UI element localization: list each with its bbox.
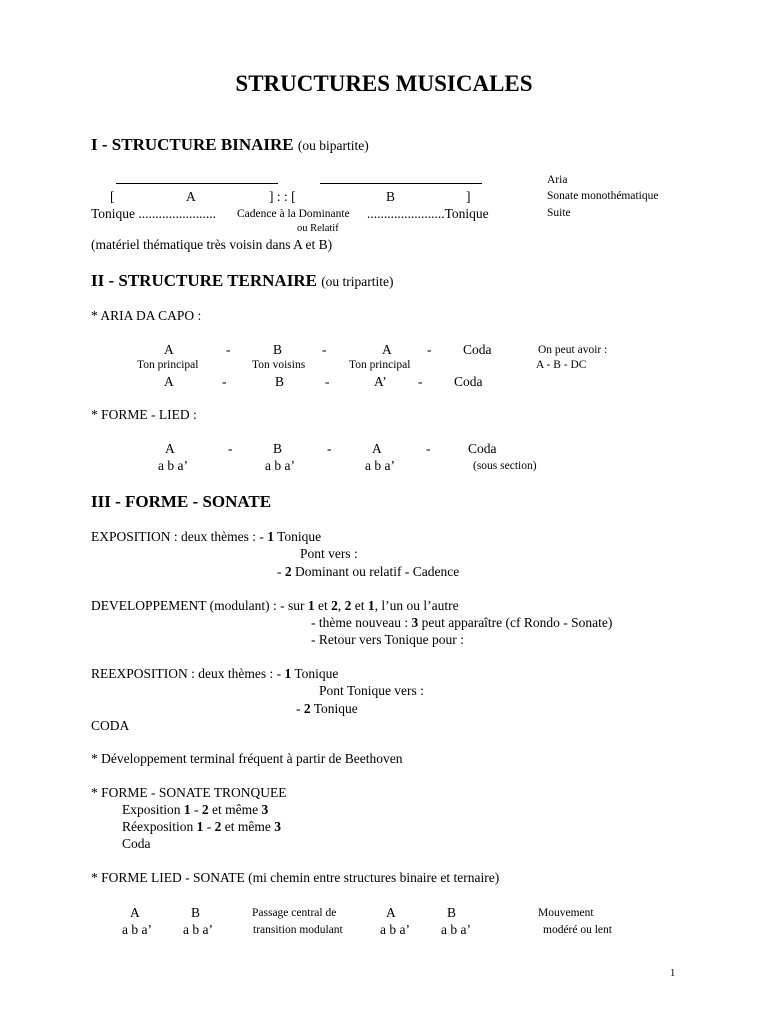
page-number: 1 [670, 968, 676, 979]
tr-num: 3 [274, 819, 281, 834]
example-suite: Suite [547, 207, 571, 219]
ton-principal-1: Ton principal [137, 359, 199, 371]
lied-sonate-heading: * FORME LIED - SONATE (mi chemin entre structures binaire et ternaire) [91, 870, 500, 885]
lied-row-dash: - [228, 441, 233, 456]
transition-modulant: transition modulant [253, 924, 343, 936]
lied-sub-1: a b a’ [158, 458, 188, 473]
expo-num: 2 [284, 564, 292, 579]
tonique-left: Tonique ....................... [91, 206, 217, 221]
reexpo-text: Tonique [291, 666, 339, 681]
lied-row-a2: A [372, 441, 382, 456]
dev-num: 3 [411, 615, 419, 630]
dev-num: 1 [307, 598, 315, 613]
ls-row2-3: a b a’ [380, 922, 410, 937]
reexpo-text: REEXPOSITION : deux thèmes : - [91, 666, 285, 681]
tr-text: et même [208, 802, 262, 817]
expo-text: Dominant ou relatif - Cadence [291, 564, 460, 579]
tr-num: 2 [214, 819, 222, 834]
aria-row1-coda: Coda [463, 342, 492, 357]
materiel-note: (matériel thématique très voisin dans A et B) [91, 237, 333, 252]
dev-text: - thème nouveau : [311, 615, 412, 630]
forme-lied-heading: * FORME - LIED : [91, 407, 197, 422]
modere-ou-lent: modéré ou lent [543, 924, 612, 936]
ls-row2-4: a b a’ [441, 922, 471, 937]
aria-da-capo-heading: * ARIA DA CAPO : [91, 308, 202, 323]
dev-num: 2 [344, 598, 352, 613]
sonate-tronquee-heading: * FORME - SONATE TRONQUEE [91, 785, 287, 800]
passage-central: Passage central de [252, 907, 337, 919]
on-peut-avoir: On peut avoir : [538, 344, 608, 356]
tr-num: 3 [261, 802, 269, 817]
ls-row1-b: B [191, 905, 201, 920]
developpement-line [91, 599, 459, 613]
aria-row1-b: B [273, 342, 283, 357]
tonique-right: .......................Tonique [367, 206, 489, 221]
exposition-line [91, 530, 321, 544]
reexpo-pont: Pont Tonique vers : [319, 683, 424, 698]
aria-row2-dash: - [325, 374, 330, 389]
tronquee-coda: Coda [122, 836, 151, 851]
dev-text: peut apparaître (cf Rondo - Sonate) [418, 615, 613, 630]
lied-sub-3: a b a’ [365, 458, 395, 473]
aria-row2-dash: - [418, 374, 423, 389]
aria-row2-coda: Coda [454, 374, 483, 389]
tr-num: 1 [183, 802, 191, 817]
lied-row-coda: Coda [468, 441, 497, 456]
dev-terminal-note: * Développement terminal fréquent à partir de Beethoven [91, 751, 403, 766]
ls-row1-b2: B [447, 905, 457, 920]
expo-pont: Pont vers : [300, 546, 358, 561]
ls-row1-a: A [130, 905, 140, 920]
page-title: STRUCTURES MUSICALES [235, 71, 533, 96]
reexpo-theme-2 [296, 702, 358, 716]
ou-relatif: ou Relatif [297, 223, 339, 234]
section-1-heading [91, 136, 369, 153]
aria-row1-a: A [164, 342, 174, 357]
expo-text: EXPOSITION : deux thèmes : - [91, 529, 268, 544]
dev-text: et [351, 598, 368, 613]
dev-text: , l’un ou l’autre [374, 598, 459, 613]
dev-text: DEVELOPPEMENT (modulant) : - sur [91, 598, 308, 613]
reexpo-num: 2 [303, 701, 311, 716]
ls-row2-1: a b a’ [122, 922, 152, 937]
tr-text: Exposition [122, 802, 184, 817]
label-a: A [186, 189, 196, 204]
dev-num: 1 [367, 598, 375, 613]
section-1-note: (ou bipartite) [297, 138, 369, 153]
aria-row2-a-prime: A’ [374, 374, 387, 389]
reexpo-num: 1 [284, 666, 292, 681]
expo-theme-2 [277, 565, 459, 579]
lied-row-a: A [165, 441, 175, 456]
section-1-title: I - STRUCTURE BINAIRE [91, 135, 294, 154]
ls-row1-a2: A [386, 905, 396, 920]
aria-row1-dash: - [322, 342, 327, 357]
aria-row2-a: A [164, 374, 174, 389]
dev-retour: - Retour vers Tonique pour : [311, 632, 464, 647]
repeat-mark: ] : : [ [269, 189, 296, 204]
expo-text: Tonique [273, 529, 322, 544]
tr-num: 1 [196, 819, 204, 834]
dev-theme-nouveau [311, 616, 612, 630]
reexposition-line [91, 667, 338, 681]
lied-row-b: B [273, 441, 283, 456]
ls-row2-2: a b a’ [183, 922, 213, 937]
dev-num: 2 [331, 598, 338, 613]
ton-voisins: Ton voisins [252, 359, 306, 371]
tr-text: - [203, 819, 215, 834]
aria-row1-dash: - [226, 342, 231, 357]
reexpo-text: Tonique [310, 701, 358, 716]
section-2-note: (ou tripartite) [321, 274, 394, 289]
tronquee-exposition [122, 803, 268, 817]
bracket-close-b: ] [466, 189, 471, 204]
underline-a [116, 183, 278, 184]
example-aria: Aria [547, 174, 568, 186]
tr-text: et même [221, 819, 275, 834]
underline-b [320, 183, 482, 184]
tronquee-reexposition [122, 820, 281, 834]
expo-num: 1 [267, 529, 274, 544]
tr-text: - [190, 802, 202, 817]
section-2-title: II - STRUCTURE TERNAIRE [91, 271, 317, 290]
cadence-label: Cadence à la Dominante [237, 208, 350, 220]
aria-row1-dash: - [427, 342, 432, 357]
lied-row-dash: - [426, 441, 431, 456]
dev-text: et [314, 598, 332, 613]
a-b-dc: A - B - DC [536, 359, 587, 371]
section-2-heading [91, 272, 394, 289]
coda-label: CODA [91, 718, 130, 733]
tr-text: Réexposition [122, 819, 197, 834]
example-sonate: Sonate monothématique [547, 190, 659, 202]
dev-text: , [337, 598, 345, 613]
aria-row2-dash: - [222, 374, 227, 389]
lied-sub-2: a b a’ [265, 458, 295, 473]
tr-num: 2 [201, 802, 209, 817]
mouvement: Mouvement [538, 907, 594, 919]
label-b: B [386, 189, 396, 204]
ton-principal-2: Ton principal [349, 359, 411, 371]
aria-row2-b: B [275, 374, 285, 389]
section-3-heading: III - FORME - SONATE [91, 492, 272, 511]
bracket-open-a: [ [110, 189, 115, 204]
reexpo-text: - [296, 701, 304, 716]
expo-text: - [277, 564, 285, 579]
aria-row1-a2: A [382, 342, 392, 357]
lied-row-dash: - [327, 441, 332, 456]
sous-section: (sous section) [473, 460, 537, 472]
